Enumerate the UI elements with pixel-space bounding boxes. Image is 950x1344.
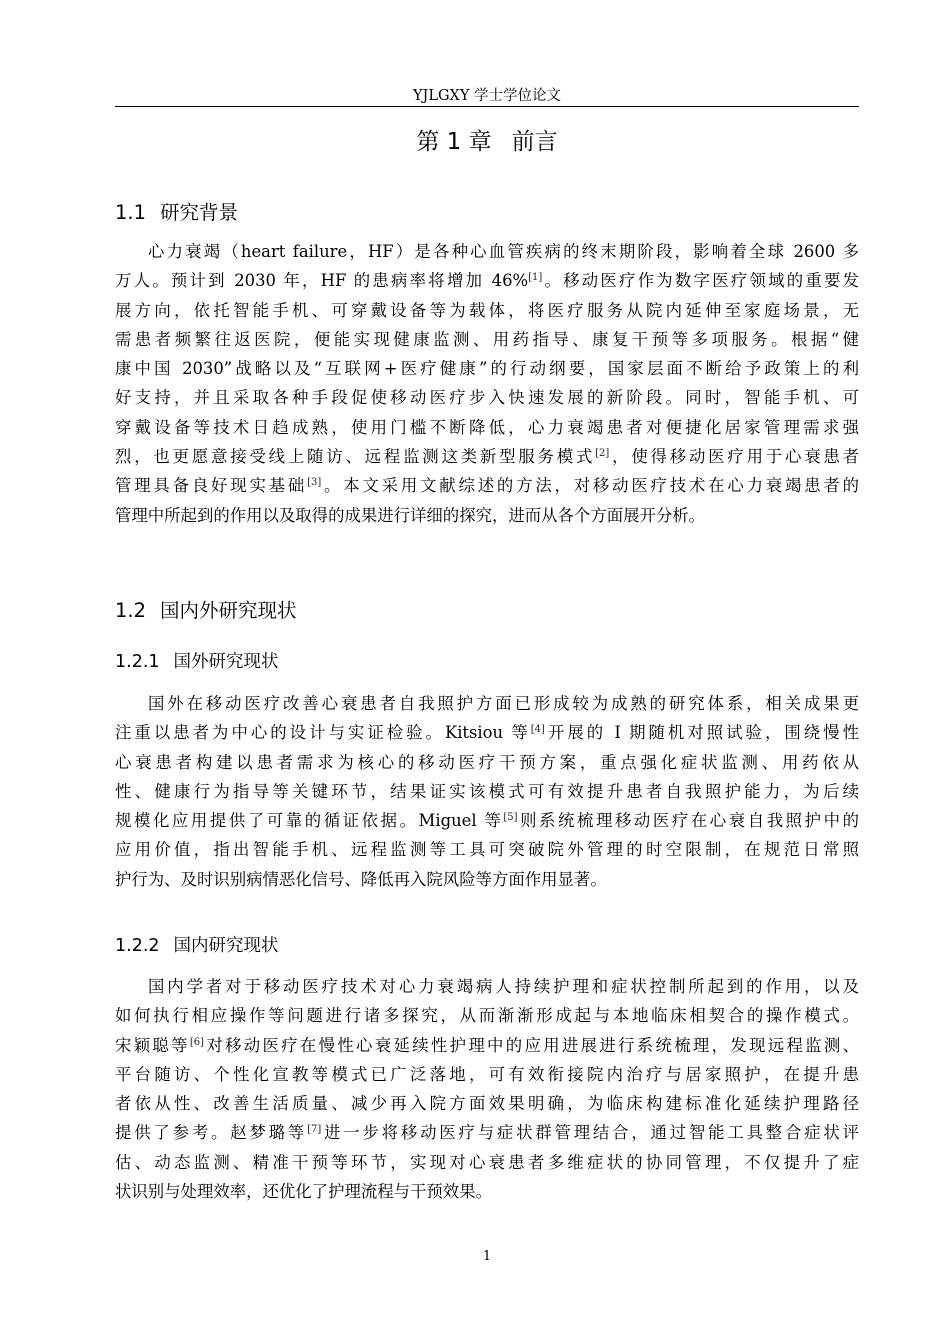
citation-ref: [2] (595, 448, 610, 460)
text-line: 提供了参考。赵梦璐等[7]进一步将移动医疗与症状群管理结合，通过智能工具整合症状评 (115, 1123, 859, 1143)
text-line: 国外在移动医疗改善心衰患者自我照护方面已形成较为成熟的研究体系，相关成果更 (148, 694, 859, 713)
text-line: 注重以患者为中心的设计与实证检验。Kitsiou 等[4]开展的 I 期随机对照试验，围绕慢性 (115, 723, 859, 743)
running-header: YJLGXY 学士学位论文 (412, 88, 562, 104)
text-line: 性、健康行为指导等关键环节，结果证实该模式可有效提升患者自我照护能力，为后续 (115, 781, 859, 801)
text-line: 状识别与处理效率，还优化了护理流程与干预效果。 (115, 1182, 492, 1202)
subsection-number: 1.2.1 (115, 652, 160, 672)
text-line: 需患者频繁往返医院，便能实现健康监测、用药指导、康复干预等多项服务。根据“健 (115, 329, 859, 349)
text-line: 平台随访、个性化宣教等模式已广泛落地，可有效衔接院内治疗与居家照护，在提升患 (115, 1064, 859, 1084)
page-number: 1 (482, 1249, 492, 1264)
text-line: 如何执行相应操作等问题进行诸多探究，从而渐渐形成起与本地临床相契合的操作模式。 (115, 1006, 859, 1026)
chapter-number: 第 1 章 (416, 129, 492, 155)
text-line: 者依从性、改善生活质量、减少再入院方面效果明确，为临床构建标准化延续护理路径 (115, 1094, 859, 1114)
header-rule (115, 106, 859, 107)
chapter-name: 前言 (511, 129, 558, 155)
text-line: 心力衰竭（heart failure，HF）是各种心血管疾病的终末期阶段，影响着全球 2600 多 (148, 242, 859, 261)
section-heading-1-1 (115, 199, 238, 227)
text-line: 管理中所起到的作用以及取得的成果进行详细的探究，进而从各个方面展开分析。 (115, 505, 706, 525)
paragraph-foreign-research (115, 689, 859, 894)
text-line: 宋颖聪等[6]对移动医疗在慢性心衰延续性护理中的应用进展进行系统梳理，发现远程监测、 (115, 1035, 859, 1055)
text-line: 穿戴设备等技术日趋成熟，使用门槛不断降低，心力衰竭患者对便捷化居家管理需求强 (115, 417, 859, 437)
subsection-number: 1.2.2 (115, 936, 160, 956)
text-line: 展方向，依托智能手机、可穿戴设备等为载体，将医疗服务从院内延伸至家庭场景，无 (115, 300, 859, 320)
citation-ref: [6] (189, 1036, 205, 1048)
citation-ref: [5] (503, 812, 518, 824)
text-line: 好支持，并且采取各种手段促使移动医疗步入快速发展的新阶段。同时，智能手机、可 (115, 388, 859, 408)
text-line: 心衰患者构建以患者需求为核心的移动医疗干预方案，重点强化症状监测、用药依从 (115, 752, 859, 772)
text-line: 规模化应用提供了可靠的循证依据。Miguel 等[5]则系统梳理移动医疗在心衰自我照护中的 (115, 811, 859, 831)
chapter-title (115, 126, 859, 158)
section-number: 1.1 (115, 201, 147, 224)
text-line: 护行为、及时识别病情恶化信号、降低再入院风险等方面作用显著。 (115, 869, 607, 889)
citation-ref: [1] (528, 272, 543, 284)
section-title: 研究背景 (160, 201, 239, 224)
subsection-heading-1-2-1 (115, 649, 279, 675)
section-number: 1.2 (115, 599, 147, 622)
citation-ref: [7] (307, 1124, 322, 1136)
paragraph-domestic-research (115, 972, 859, 1206)
section-title: 国内外研究现状 (160, 599, 297, 622)
text-line: 康中国 2030”战略以及“互联网+医疗健康”的行动纲要，国家层面不断给予政策上的利 (115, 359, 859, 379)
subsection-title: 国外研究现状 (173, 652, 279, 672)
subsection-title: 国内研究现状 (173, 936, 279, 956)
text-line: 国内学者对于移动医疗技术对心力衰竭病人持续护理和症状控制所起到的作用，以及 (148, 977, 859, 996)
text-line: 万人。预计到 2030 年，HF 的患病率将增加 46%[1]。移动医疗作为数字医疗领域的重要发 (115, 271, 859, 291)
paragraph-background (115, 237, 859, 530)
text-line: 估、动态监测、精准干预等环节，实现对心衰患者多维症状的协同管理，不仅提升了症 (115, 1152, 859, 1172)
citation-ref: [3] (307, 477, 322, 489)
subsection-heading-1-2-2 (115, 933, 279, 959)
section-heading-1-2 (115, 597, 297, 625)
text-line: 应用价值，指出智能手机、远程监测等工具可突破院外管理的时空限制，在规范日常照 (115, 840, 859, 860)
text-line: 烈，也更愿意接受线上随访、远程监测这类新型服务模式[2]，使得移动医疗用于心衰患者 (115, 447, 859, 467)
citation-ref: [4] (530, 724, 545, 736)
text-line: 管理具备良好现实基础[3]。本文采用文献综述的方法，对移动医疗技术在心力衰竭患者的 (115, 476, 859, 496)
